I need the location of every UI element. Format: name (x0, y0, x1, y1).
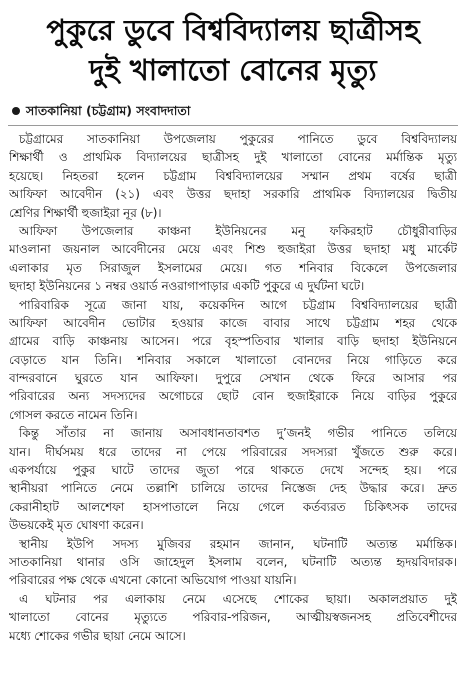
body-line: গ্রামের বাড়ি কাঞ্চনায় আসেন। পরে বৃহস্পতিবার খালার বাড়ি ছদাহা ইউনিয়নে (9, 334, 457, 349)
paragraph-6 (9, 590, 457, 645)
body-line: চট্টগ্রামের সাতকানিয়া উপজেলায় পুকুরের পানিতে ডুবে বিশ্ববিদ্যালয় (19, 132, 457, 146)
body-line: স্থানীয় ইউপি সদস্য মুজিবর রহমান জানান, ঘটনাটি অত্যন্ত মর্মান্তিক। (19, 536, 457, 551)
paragraph-3 (9, 296, 457, 425)
byline-bullet-icon (12, 107, 20, 115)
body-line: কেরানীহাট আলশেফা হাসপাতালে নিয়ে গেলে কর্তব্যরত চিকিৎসক তাদের (9, 499, 457, 514)
paragraph-1 (9, 130, 457, 222)
body-line: পরিবারের অন্য সদস্যদের অগোচরে ছোট বোন হুজাইরাকে নিয়ে বাড়ির পুকুরে (9, 389, 457, 404)
body-line: মাওলানা জয়নাল আবেদীনের মেয়ে এবং শিশু হুজাইরা উত্তর ছদাহা মধু মার্কেট (9, 242, 457, 257)
byline-text: সাতকানিয়া (চট্টগ্রাম) সংবাদদাতা (26, 103, 191, 118)
body-line: গোসল করতে নামেন তিনি। (9, 407, 138, 422)
headline-line-1: পুকুরে ডুবে বিশ্ববিদ্যালয় ছাত্রীসহ (46, 13, 420, 47)
body-line: একপর্যায়ে পুকুর ঘাটে তাদের জুতা পরে থাকতে দেখে সন্দেহ হয়। পরে (9, 463, 457, 478)
body-line: পরিবারের পক্ষ থেকে এখনো কোনো অভিযোগ পাওয়া যায়নি। (9, 573, 297, 588)
body-line: আফিফা আবেদীন (২১) এবং উত্তর ছদাহা সরকারি প্রাথমিক বিদ্যালয়ের দ্বিতীয় (9, 187, 457, 202)
body-line: ছদাহা ইউনিয়নের ১ নম্বর ওয়ার্ড নওরাগাপাড়ার একটি পুকুরে এ দুর্ঘটনা ঘটে। (9, 279, 365, 294)
body-line: এ ঘটনার পর এলাকায় নেমে এসেছে শোকের ছায়া। অকালপ্রয়াত দুই (19, 591, 457, 606)
article-body (0, 126, 466, 645)
body-line: খালাতো বোনের মৃত্যুতে পরিবার-পরিজন, আত্মীয়স্বজনসহ প্রতিবেশীদের (9, 610, 457, 625)
body-line: শ্রেণির শিক্ষার্থী হুজাইরা নূর (৮)। (9, 205, 162, 220)
body-line: আফিফা আবেদীন ভোটার হওয়ার কাজে বাবার সাথে চট্টগ্রাম শহর থেকে (9, 315, 457, 330)
paragraph-4 (9, 424, 457, 534)
body-line: স্থানীয়রা পানিতে নেমে তল্লাশি চালিয়ে তাদের নিস্তেজ দেহ উদ্ধার করে। দ্রুত (9, 481, 457, 496)
body-line: যান। দীর্ঘসময় ধরে তাদের না পেয়ে পরিবারের সদস্যরা খুঁজতে শুরু করে। (9, 444, 457, 459)
body-line: উভয়কেই মৃত ঘোষণা করেন। (9, 518, 144, 533)
byline (12, 102, 466, 120)
body-line: বেড়াতে যান তিনি। শনিবার সকালে খালাতো বোনদের নিয়ে গাড়িতে করে (9, 352, 457, 367)
headline-line-2: দুই খালাতো বোনের মৃত্যু (89, 53, 377, 87)
body-line: আফিফা উপজেলার কাঞ্চনা ইউনিয়নের মনু ফকিরহাট চৌধুরীবাড়ির (19, 223, 457, 238)
body-line: পারিবারিক সূত্রে জানা যায়, কয়েকদিন আগে চট্টগ্রাম বিশ্ববিদ্যালয়ের ছাত্রী (19, 297, 457, 312)
body-line: মধ্যে শোকের গভীর ছায়া নেমে আসে। (9, 628, 186, 643)
body-line: কিন্তু সাঁতার না জানায় অসাবধানতাবশত দু’জনই গভীর পানিতে তলিয়ে (19, 426, 457, 441)
body-line: বান্দরবানে ঘুরতে যান আফিফা। দুপুরে সেখান থেকে ফিরে আসার পর (9, 371, 457, 386)
body-line: শিক্ষার্থী ও প্রাথমিক বিদ্যালয়ের ছাত্রীসহ দুই খালাতো বোনের মর্মান্তিক মৃত্যু (9, 150, 457, 165)
body-line: সাতকানিয়া থানার ওসি জাহেদুল ইসলাম বলেন, ঘটনাটি অত্যন্ত হৃদয়বিদারক। (9, 554, 457, 569)
paragraph-2 (9, 222, 457, 296)
body-line: হয়েছে। নিহতরা হলেন চট্টগ্রাম বিশ্ববিদ্যালয়ের সম্মান প্রথম বর্ষের ছাত্রী (9, 168, 457, 183)
body-line: এলাকার মৃত সিরাজুল ইসলামের মেয়ে। গত শনিবার বিকেলে উপজেলার (9, 260, 457, 275)
paragraph-5 (9, 535, 457, 590)
